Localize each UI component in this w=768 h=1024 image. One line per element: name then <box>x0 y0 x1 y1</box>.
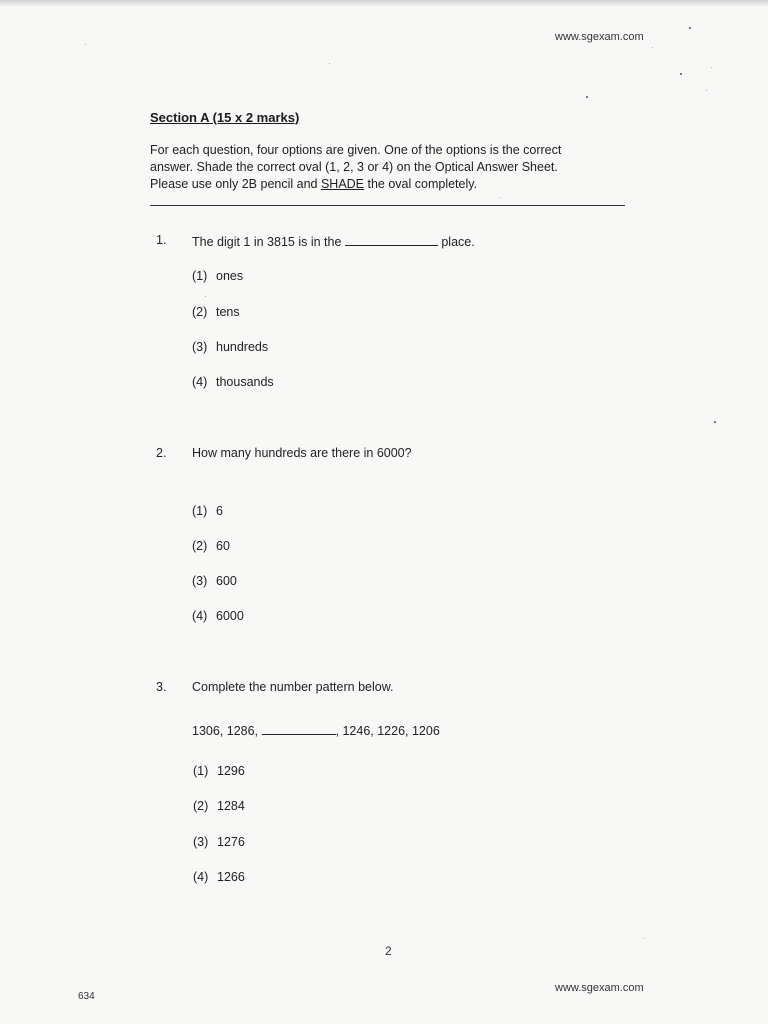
question-text: Complete the number pattern below. <box>192 680 394 694</box>
option-number: (1) <box>193 764 209 778</box>
option-number: (1) <box>192 504 208 518</box>
question-number: 3. <box>156 680 167 694</box>
scan-speck <box>689 27 691 29</box>
option <box>192 305 240 319</box>
question-number: 2. <box>156 446 167 460</box>
scan-speck <box>85 44 86 45</box>
answer-blank <box>262 722 336 735</box>
scan-speck <box>586 96 588 98</box>
option-text: tens <box>216 305 240 319</box>
option-number: (3) <box>193 835 209 849</box>
option-number: (2) <box>192 305 208 319</box>
scan-speck <box>500 197 501 198</box>
option-text: thousands <box>216 375 274 389</box>
question-text-part: The digit 1 in 3815 is in the <box>192 235 345 249</box>
option-text: 1266 <box>217 870 245 884</box>
option <box>193 764 245 778</box>
question-text-part: place. <box>437 235 475 249</box>
footer-code: 634 <box>78 991 95 1002</box>
section-divider <box>150 205 625 206</box>
option-text: 6000 <box>216 609 244 623</box>
option <box>192 504 223 518</box>
question-text: How many hundreds are there in 6000? <box>192 446 412 460</box>
option-number: (2) <box>192 539 208 553</box>
option-number: (3) <box>192 574 208 588</box>
option-text: 60 <box>216 539 230 553</box>
option-text: 6 <box>216 504 223 518</box>
question-text <box>192 233 475 249</box>
option-number: (2) <box>193 799 209 813</box>
option-number: (4) <box>192 609 208 623</box>
instructions-line: answer. Shade the correct oval (1, 2, 3 or 4) on the Optical Answer Sheet. <box>150 160 558 174</box>
pattern-part: , 1246, 1226, 1206 <box>335 724 440 738</box>
option-number: (4) <box>192 375 208 389</box>
scan-speck <box>643 938 644 939</box>
footer-url: www.sgexam.com <box>555 982 644 994</box>
scan-speck <box>329 63 330 64</box>
header-url: www.sgexam.com <box>555 31 644 43</box>
page-number: 2 <box>385 944 392 958</box>
option <box>192 539 230 553</box>
scan-speck <box>680 73 682 75</box>
option <box>193 835 245 849</box>
option <box>193 799 245 813</box>
scan-edge <box>0 0 768 7</box>
option-text: hundreds <box>216 340 269 354</box>
option-number: (4) <box>193 870 209 884</box>
instructions <box>150 142 561 193</box>
option-number: (1) <box>192 269 208 283</box>
option-number: (3) <box>192 340 208 354</box>
option-text: 600 <box>216 574 237 588</box>
option-text: ones <box>216 269 244 283</box>
instructions-line <box>150 176 561 193</box>
option <box>192 609 244 623</box>
scan-speck <box>706 90 707 91</box>
option <box>192 574 237 588</box>
answer-blank <box>345 233 438 246</box>
section-title: Section A (15 x 2 marks) <box>150 110 300 125</box>
scan-speck <box>205 296 206 297</box>
option-text: 1276 <box>217 835 245 849</box>
option-text: 1296 <box>217 764 245 778</box>
scan-speck <box>652 47 653 48</box>
number-pattern <box>192 722 440 738</box>
option <box>192 375 274 389</box>
pattern-part: 1306, 1286, <box>192 724 262 738</box>
instructions-line: For each question, four options are given. One of the options is the correct <box>150 143 562 157</box>
option <box>192 340 268 354</box>
instructions-text: Please use only 2B pencil and <box>150 177 321 191</box>
scan-speck <box>714 421 716 423</box>
instructions-text: the oval completely. <box>364 177 478 191</box>
question-number: 1. <box>156 233 167 247</box>
option-text: 1284 <box>217 799 245 813</box>
option <box>193 870 245 884</box>
scan-speck <box>711 67 712 68</box>
option <box>192 269 243 283</box>
shade-emphasis: SHADE <box>320 177 365 191</box>
